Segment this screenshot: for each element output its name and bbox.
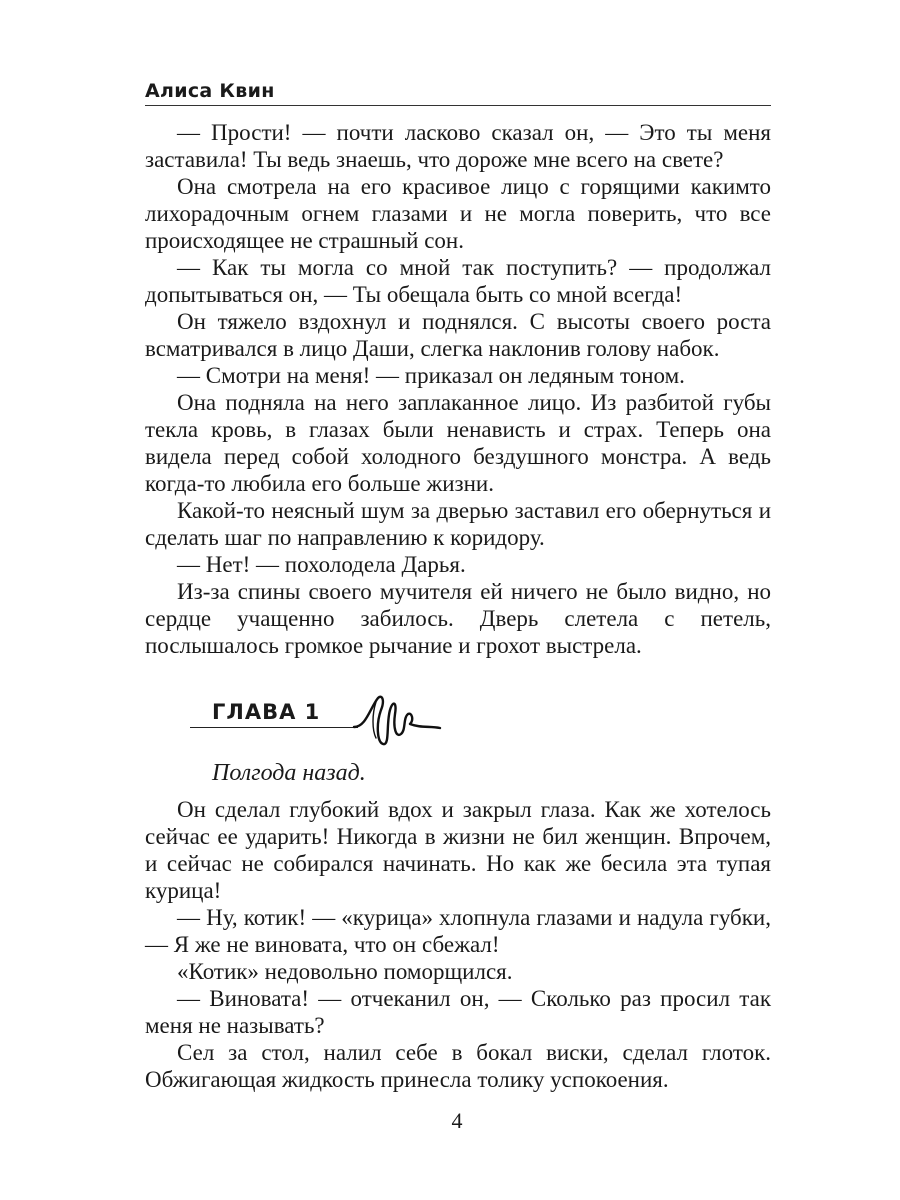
paragraph: — Прости! — почти ласково сказал он, — Это ты меня заставила! Ты ведь знаешь, что дороже мне всего на свете? bbox=[145, 120, 771, 172]
paragraph: — Виновата! — отчеканил он, — Сколько раз просил так меня не называть? bbox=[145, 986, 771, 1038]
paragraph: — Смотри на меня! — приказал он ледяным тоном. bbox=[177, 363, 685, 388]
prologue-text bbox=[145, 119, 771, 659]
paragraph: «Котик» недовольно поморщился. bbox=[177, 959, 513, 984]
paragraph: Из-за спины своего мучителя ей ничего не было видно, но сердце учащенно забилось. Дверь слетела с петель, послышалось громкое рычание и грохот выстрела. bbox=[145, 579, 771, 658]
paragraph: Она смотрела на его красивое лицо с горящими какимто лихорадочным огнем глазами и не могла поверить, что все происходящее не страшный сон. bbox=[145, 174, 771, 253]
header-rule bbox=[145, 105, 771, 106]
chapter-epigraph: Полгода назад. bbox=[212, 760, 366, 786]
chapter-text bbox=[145, 796, 771, 1093]
paragraph: — Ну, котик! — «курица» хлопнула глазами и надула губки, — Я же не виновата, что он сбежал! bbox=[145, 905, 771, 957]
paragraph: Она подняла на него заплаканное лицо. Из разбитой губы текла кровь, в глазах были ненависть и страх. Теперь она видела перед собой холодного бездушного монстра. А ведь когда-то любила его больше жизни. bbox=[145, 390, 771, 496]
page-number: 4 bbox=[451, 1108, 463, 1133]
chapter-title: ГЛАВА 1 bbox=[212, 700, 321, 724]
flourish-ornament-icon bbox=[352, 688, 442, 750]
paragraph: — Как ты могла со мной так поступить? — продолжал допытываться он, — Ты обещала быть со мной всегда! bbox=[145, 255, 771, 307]
running-head-author: Алиса Квин bbox=[145, 80, 275, 102]
paragraph: Какой-то неясный шум за дверью заставил его обернуться и сделать шаг по направлению к коридору. bbox=[145, 498, 771, 550]
paragraph: Сел за стол, налил себе в бокал виски, сделал глоток. Обжигающая жидкость принесла толику успокоения. bbox=[145, 1040, 771, 1092]
paragraph: — Нет! — похолодела Дарья. bbox=[177, 552, 466, 577]
paragraph: Он сделал глубокий вдох и закрыл глаза. Как же хотелось сейчас ее ударить! Никогда в жизни не бил женщин. Впрочем, и сейчас не собирался начинать. Но как же бесила эта тупая курица! bbox=[145, 797, 771, 903]
paragraph: Он тяжело вздохнул и поднялся. С высоты своего роста всматривался в лицо Даши, слегка наклонив голову набок. bbox=[145, 309, 771, 361]
chapter-rule bbox=[190, 727, 358, 728]
